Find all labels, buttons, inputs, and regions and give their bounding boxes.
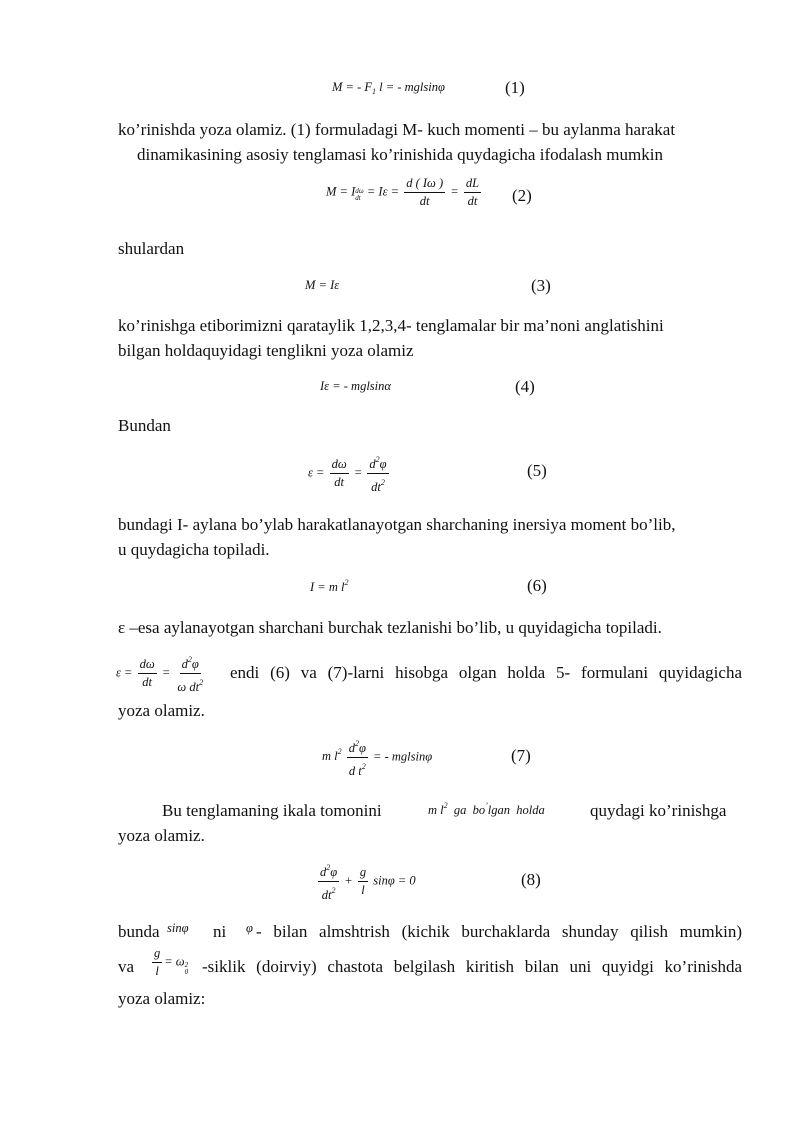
paragraph-7-right: endi (6) va (7)-larni hisobga olgan holda 5- formulani quyidagicha: [230, 663, 742, 682]
paragraph-4: Bundan: [118, 416, 171, 435]
equation-number-6: (6): [527, 576, 547, 595]
inline-sin-phi: sinφ: [167, 921, 189, 935]
equation-5: ε = $\frac{d\omega}{dt}$ = $\frac{d^2\varphi}{dt^2}$: [308, 452, 391, 495]
equation-6b: ε = $\frac{d\omega}{dt}$ = $\frac{d^2\varphi}{\omega dt^2}$: [116, 652, 207, 695]
paragraph-5-line-2: u quydagicha topiladi.: [118, 540, 270, 559]
equation-6: I = m $l^2$: [310, 578, 349, 594]
inline-equation-ml2: m $l^2$ ga bo’lgan holda: [428, 801, 545, 817]
inline-omega: $\frac{g}{l}$ = ω 2 0: [154, 946, 189, 978]
equation-number-8: (8): [521, 870, 541, 889]
paragraph-9-line-3: yoza olamiz:: [118, 989, 206, 1008]
paragraph-6: ε –esa aylanayotgan sharchani burchak tezlanishi bo’lib, u quyidagicha topiladi.: [118, 618, 662, 637]
paragraph-7-line-2: yoza olamiz.: [118, 701, 205, 720]
paragraph-3-line-2: bilgan holdaquyidagi tenglikni yoza olamiz: [118, 341, 414, 360]
equation-number-4: (4): [515, 377, 535, 396]
paragraph-9-c: - bilan almshtrish (kichik burchaklarda shunday qilish mumkin): [256, 922, 742, 941]
equation-number-2: (2): [512, 186, 532, 205]
equation-number-5: (5): [527, 461, 547, 480]
paragraph-3-line-1: ko’rinishga etiborimizni qarataylik 1,2,3,4- tenglamalar bir ma’noni anglatishini: [118, 316, 664, 335]
equation-7: m $l^2$ $\frac{d^2\varphi}{d t^2}$ = - mglsinφ: [322, 736, 432, 779]
paragraph-8-line-2: yoza olamiz.: [118, 826, 205, 845]
paragraph-9-d: -siklik (doirviy) chastota belgilash kiritish bilan uni quyidgi ko’rinishda: [202, 957, 742, 976]
equation-1: M = - $F_1$ l = - mglsinφ: [332, 80, 445, 96]
paragraph-8-end: quydagi ko’rinishga: [590, 801, 727, 820]
equation-2: M = I dω dt = Iε = $\frac{d ( I\omega )}{dt}$ = $\frac{dL}{dt}$: [326, 176, 480, 208]
inline-phi: φ: [246, 921, 253, 935]
equation-number-1: (1): [505, 78, 525, 97]
equation-4: Iε = - mglsinα: [320, 379, 391, 393]
paragraph-9-b: ni: [213, 922, 227, 941]
paragraph-8-start: Bu tenglamaning ikala tomonini: [162, 801, 382, 820]
paragraph-5-line-1: bundagi I- aylana bo’ylab harakatlanayotgan sharchaning inersiya moment bo’lib,: [118, 515, 676, 534]
equation-number-3: (3): [531, 276, 551, 295]
paragraph-9-a: bunda: [118, 922, 160, 941]
equation-number-7: (7): [511, 746, 531, 765]
paragraph-9-va: va: [118, 957, 135, 976]
equation-3: M = Iε: [305, 278, 340, 292]
equation-8: $\frac{d^2\varphi}{dt^2}$ + $\frac{g}{l}$ sinφ = 0: [316, 860, 416, 903]
paragraph-1-line-1: ko’rinishda yoza olamiz. (1) formuladagi M- kuch momenti – bu aylanma harakat: [118, 120, 676, 139]
paragraph-1-line-2: dinamikasining asosiy tenglamasi ko’rinishida quydagicha ifodalash mumkin: [137, 145, 663, 164]
paragraph-2: shulardan: [118, 239, 185, 258]
